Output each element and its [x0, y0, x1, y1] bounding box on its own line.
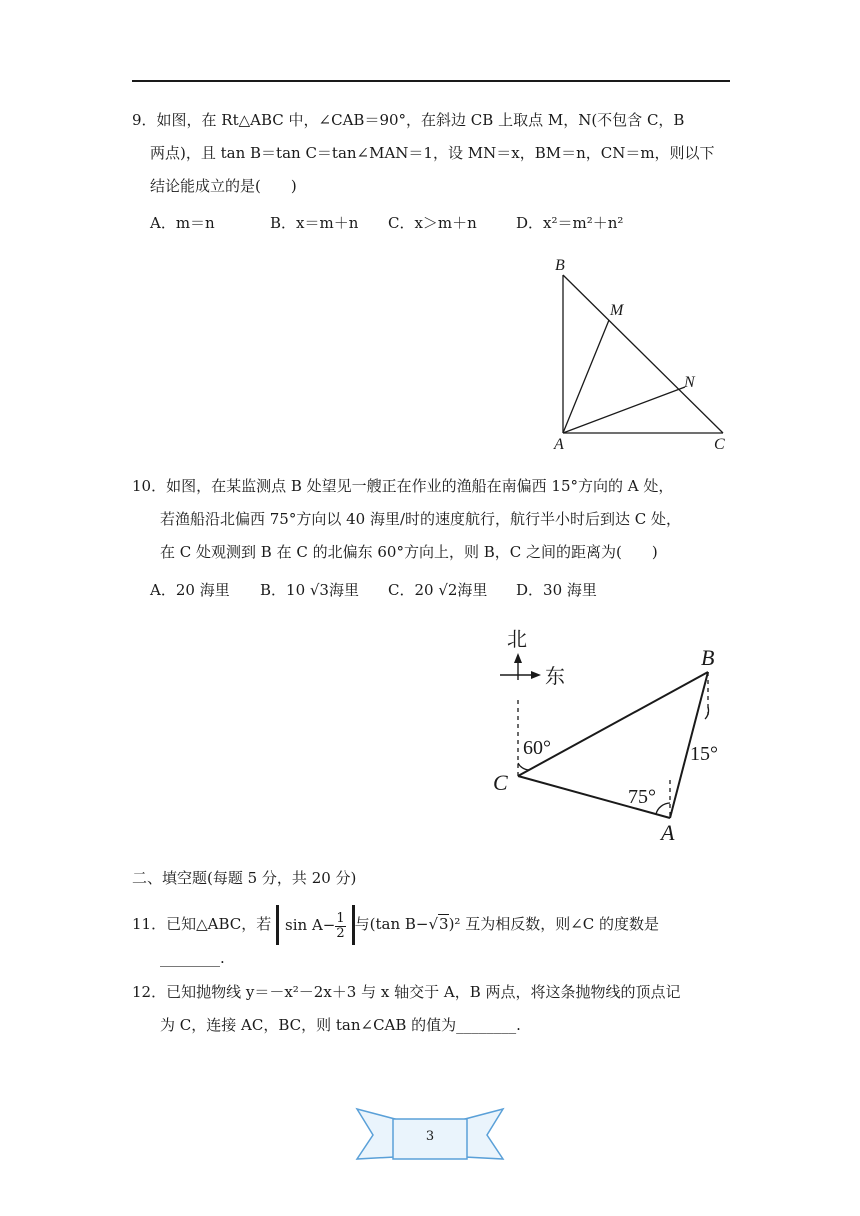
compass-north-label: 北	[507, 627, 527, 651]
q10-option-b[interactable]: B．10 √3海里	[260, 581, 359, 599]
q10-angle-c-label: 60°	[523, 737, 551, 759]
q10-option-a[interactable]: A．20 海里	[150, 581, 230, 599]
q9-triangle-figure	[540, 250, 740, 455]
q9-option-c[interactable]: C．x＞m＋n	[388, 214, 477, 232]
q12-line2: 为 C，连接 AC，BC，则 tan∠CAB 的值为________.	[160, 1016, 521, 1034]
q11-fraction-numerator: 1	[336, 910, 345, 926]
q10-line1: 10．如图，在某监测点 B 处望见一艘正在作业的渔船在南偏西 15°方向的 A 处，	[132, 477, 674, 495]
q11-sqrt-value: 3	[439, 915, 449, 933]
q10-angle-b-label: 15°	[690, 743, 718, 765]
q11-fraction	[335, 912, 345, 941]
section-fill-blank-title: 二、填空题(每题 5 分，共 20 分)	[132, 869, 357, 887]
q9-option-d[interactable]: D．x²＝m²＋n²	[516, 214, 624, 232]
q10-angle-a-label: 75°	[628, 786, 656, 808]
q11-prefix: 11．已知△ABC，若	[132, 915, 272, 933]
q9-label-c: C	[714, 436, 725, 453]
sqrt-icon: √	[428, 915, 439, 933]
compass-east-label: 东	[545, 664, 565, 688]
q9-line2: 两点)，且 tan B＝tan C＝tan∠MAN＝1，设 MN＝x，BM＝n，CN＝m，则以下	[150, 144, 715, 162]
q10-label-c: C	[493, 770, 508, 795]
q9-option-a[interactable]: A．m＝n	[150, 214, 215, 232]
q10-option-d[interactable]: D．30 海里	[516, 581, 597, 599]
q11-abs-expr: sin A−	[285, 916, 336, 934]
q9-line1: 9．如图，在 Rt△ABC 中，∠CAB＝90°，在斜边 CB 上取点 M，N(不包含 C，B	[132, 111, 685, 129]
q10-line2: 若渔船沿北偏西 75°方向以 40 海里/时的速度航行，航行半小时后到达 C 处，	[160, 510, 682, 528]
q11-line1	[132, 900, 659, 948]
q9-label-n: N	[684, 374, 695, 391]
q9-option-b[interactable]: B．x＝m＋n	[270, 214, 359, 232]
q9-line3: 结论能成立的是( )	[150, 177, 297, 195]
q12-line1: 12．已知抛物线 y＝－x²－2x＋3 与 x 轴交于 A，B 两点，将这条抛物线的顶点记	[132, 983, 681, 1001]
page-number: 3	[425, 1129, 435, 1144]
q10-navigation-figure	[485, 620, 740, 850]
q9-label-a: A	[554, 436, 564, 453]
q10-label-b: B	[701, 645, 715, 670]
q11-middle: 与(tan B−	[354, 915, 429, 933]
q9-label-m: M	[610, 302, 624, 319]
q9-label-b: B	[555, 257, 565, 274]
q10-label-a: A	[661, 820, 675, 845]
q11-absolute-value	[276, 905, 355, 945]
q11-answer-blank[interactable]: ________.	[160, 949, 225, 967]
q10-option-c[interactable]: C．20 √2海里	[388, 581, 488, 599]
q11-suffix: )² 互为相反数，则∠C 的度数是	[448, 915, 660, 933]
q11-fraction-denominator: 2	[336, 925, 345, 941]
q9-options	[150, 213, 710, 233]
q10-options	[150, 580, 710, 600]
header-rule	[132, 80, 730, 82]
q10-line3: 在 C 处观测到 B 在 C 的北偏东 60°方向上，则 B，C 之间的距离为( )	[160, 543, 658, 561]
